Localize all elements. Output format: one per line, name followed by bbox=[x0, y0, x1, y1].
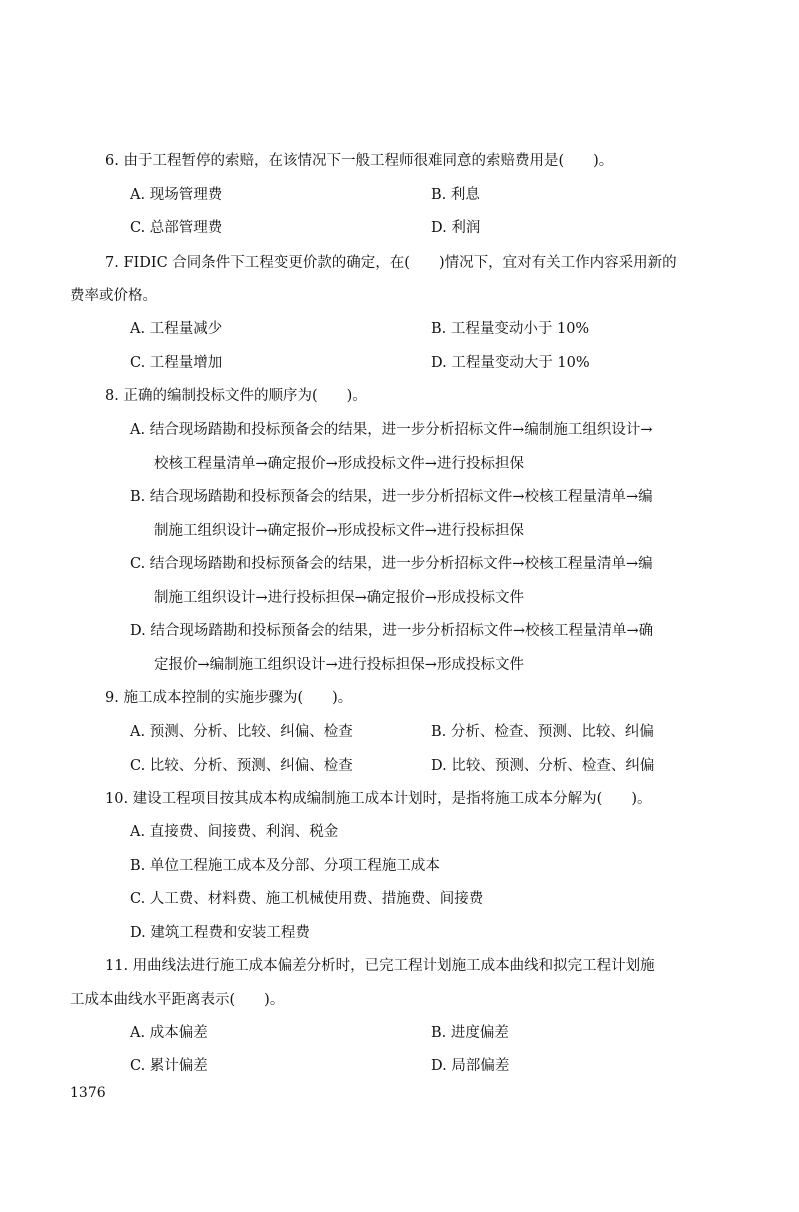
option-d: D. 比较、预测、分析、检查、纠偏 bbox=[431, 758, 655, 774]
option-d-continued: 定报价→编制施工组织设计→进行投标担保→形成投标文件 bbox=[154, 657, 524, 673]
option-c: C. 总部管理费 bbox=[130, 220, 223, 236]
option-d: D. 建筑工程费和安装工程费 bbox=[130, 925, 310, 941]
option-b: B. 工程量变动小于 10% bbox=[431, 321, 590, 337]
option-a: A. 预测、分析、比较、纠偏、检查 bbox=[130, 724, 353, 740]
option-a: A. 成本偏差 bbox=[130, 1025, 208, 1041]
option-d: D. 结合现场踏勘和投标预备会的结果，进一步分析招标文件→校核工程量清单→确 bbox=[130, 623, 654, 639]
question-stem: 8. 正确的编制投标文件的顺序为( )。 bbox=[105, 388, 367, 404]
option-d: D. 工程量变动大于 10% bbox=[431, 355, 590, 371]
option-b: B. 单位工程施工成本及分部、分项工程施工成本 bbox=[130, 858, 440, 874]
option-c: C. 累计偏差 bbox=[130, 1058, 208, 1074]
question-stem: 7. FIDIC 合同条件下工程变更价款的确定，在( )情况下，宜对有关工作内容采用新的 bbox=[105, 255, 677, 271]
option-b: B. 进度偏差 bbox=[431, 1025, 509, 1041]
option-c-continued: 制施工组织设计→进行投标担保→确定报价→形成投标文件 bbox=[154, 590, 524, 606]
option-c: C. 人工费、材料费、施工机械使用费、措施费、间接费 bbox=[130, 891, 484, 907]
option-b: B. 利息 bbox=[431, 187, 480, 203]
option-a-continued: 校核工程量清单→确定报价→形成投标文件→进行投标担保 bbox=[154, 456, 524, 472]
option-a: A. 现场管理费 bbox=[130, 187, 223, 203]
question-stem-continued: 费率或价格。 bbox=[70, 288, 157, 304]
option-b: B. 结合现场踏勘和投标预备会的结果，进一步分析招标文件→校核工程量清单→编 bbox=[130, 489, 653, 505]
option-a: A. 结合现场踏勘和投标预备会的结果，进一步分析招标文件→编制施工组织设计→ bbox=[130, 422, 653, 438]
question-stem: 11. 用曲线法进行施工成本偏差分析时，已完工程计划施工成本曲线和拟完工程计划施 bbox=[105, 958, 655, 974]
option-d: D. 局部偏差 bbox=[431, 1058, 510, 1074]
page-number: 1376 bbox=[70, 1085, 106, 1101]
option-c: C. 结合现场踏勘和投标预备会的结果，进一步分析招标文件→校核工程量清单→编 bbox=[130, 556, 653, 572]
question-stem-continued: 工成本曲线水平距离表示( )。 bbox=[70, 992, 285, 1008]
question-stem: 10. 建设工程项目按其成本构成编制施工成本计划时，是指将施工成本分解为( )。 bbox=[105, 791, 652, 807]
question-stem: 6. 由于工程暂停的索赔，在该情况下一般工程师很难同意的索赔费用是( )。 bbox=[105, 153, 614, 169]
option-b: B. 分析、检查、预测、比较、纠偏 bbox=[431, 724, 654, 740]
option-a: A. 直接费、间接费、利润、税金 bbox=[130, 824, 339, 840]
option-d: D. 利润 bbox=[431, 220, 481, 236]
option-a: A. 工程量减少 bbox=[130, 321, 223, 337]
question-stem: 9. 施工成本控制的实施步骤为( )。 bbox=[105, 690, 353, 706]
option-c: C. 比较、分析、预测、纠偏、检查 bbox=[130, 758, 353, 774]
option-c: C. 工程量增加 bbox=[130, 355, 223, 371]
option-b-continued: 制施工组织设计→确定报价→形成投标文件→进行投标担保 bbox=[154, 523, 524, 539]
